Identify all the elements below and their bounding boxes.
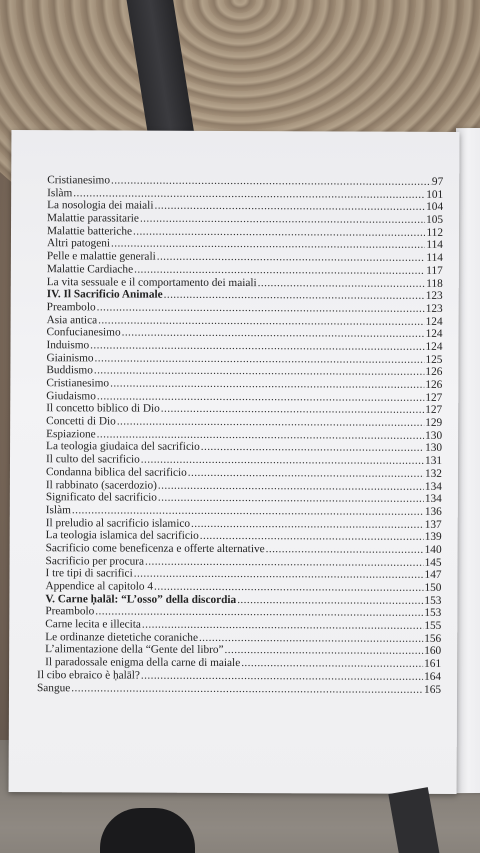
toc-entry-page: 153: [424, 607, 442, 620]
toc-entry-page: 134: [424, 480, 442, 493]
toc-entry-title: Buddismo: [46, 364, 93, 377]
toc-entry-page: 132: [424, 467, 442, 480]
toc-entry-title: I tre tipi di sacrifici: [45, 567, 133, 580]
toc-entry-page: 126: [425, 366, 443, 379]
toc-entry-title: Il cibo ebraico è ḥalāl?: [37, 668, 140, 682]
toc-entry-page: 124: [425, 328, 443, 341]
toc-entry-page: 147: [424, 569, 442, 582]
toc-entry-title: Preambolo: [46, 301, 96, 314]
toc-entry-page: 104: [426, 201, 444, 214]
toc-leader-dots: [158, 492, 424, 506]
toc-entry-title: Cristianesimo: [46, 377, 110, 390]
toc-entry-title: Malattie Cardiache: [46, 262, 134, 276]
toc-leader-dots: [140, 213, 425, 227]
toc-entry-page: 123: [425, 302, 443, 315]
toc-leader-dots: [142, 619, 423, 633]
toc-entry-page: 118: [426, 277, 443, 290]
toc-entry-title: Islàm: [45, 504, 71, 517]
toc-entry-page: 97: [431, 175, 444, 188]
toc-entry-page: 112: [426, 226, 444, 239]
toc-entry-title: IV. Il Sacrificio Animale: [46, 288, 163, 301]
toc-entry-title: Significato del sacrificio: [45, 491, 157, 504]
toc-leader-dots: [134, 568, 424, 582]
toc-entry-title: La teologia giudaica del sacrificio: [46, 440, 200, 454]
toc-leader-dots: [191, 517, 424, 531]
toc-leader-dots: [154, 200, 425, 214]
toc-entry-page: 140: [424, 543, 442, 556]
toc-entry-title: Asia antica: [46, 313, 98, 326]
toc-entry-page: 134: [424, 493, 442, 506]
toc-leader-dots: [237, 594, 423, 607]
toc-entry-page: 123: [425, 290, 443, 303]
toc-entry-page: 129: [425, 416, 443, 429]
toc-entry-title: Altri patogeni: [46, 237, 111, 250]
toc-entry-title: La vita sessuale e il comportamento dei maiali: [46, 275, 257, 289]
toc-entry-title: Pelle e malattie generali: [46, 250, 156, 263]
toc-entry-title: Il culto del sacrificio: [45, 453, 140, 466]
toc-entry-page: 150: [424, 581, 442, 594]
toc-entry-title: Sacrificio come beneficenza e offerte alternative: [45, 542, 265, 556]
toc-entry-title: Sacrificio per procura: [45, 554, 145, 568]
toc-entry-title: Islàm: [47, 186, 73, 199]
toc-entry-page: 131: [425, 454, 443, 468]
toc-entry-title: Giainismo: [46, 351, 94, 365]
toc-entry-page: 160: [424, 645, 442, 658]
toc-leader-dots: [158, 479, 424, 493]
toc-entry-page: 164: [424, 670, 442, 683]
toc-entry-page: 117: [426, 264, 443, 277]
toc-entry-title: Cristianesimo: [47, 174, 111, 187]
toc-leader-dots: [71, 682, 423, 696]
toc-leader-dots: [241, 657, 423, 670]
toc-leader-dots: [199, 632, 423, 646]
toc-leader-dots: [200, 530, 424, 544]
toc-entry-title: Giudaismo: [46, 389, 96, 403]
toc-entry-title: Espiazione: [46, 427, 96, 441]
toc-entry-title: La teologia islamica del sacrificio: [45, 529, 199, 543]
toc-entry-title: Il paradossale enigma della carne di maiale: [45, 656, 241, 670]
toc-entry-title: Il preludio al sacrificio islamico: [45, 516, 191, 530]
toc-entry-page: 124: [425, 315, 443, 328]
toc-entry-title: La nosologia dei maiali: [47, 199, 154, 213]
toc-leader-dots: [145, 555, 424, 569]
toc-entry-page: 125: [425, 353, 443, 366]
toc-entry-title: Il rabbinato (sacerdozio): [45, 478, 157, 492]
toc-leader-dots: [225, 644, 424, 658]
toc-entry-page: 127: [425, 404, 443, 417]
toc-entry-title: Confucianesimo: [46, 326, 121, 339]
toc-entry-title: Carne lecita e illecita: [45, 618, 141, 631]
toc-entry-page: 105: [426, 213, 444, 226]
toc-leader-dots: [201, 441, 424, 455]
toc-leader-dots: [258, 277, 426, 290]
toc-leader-dots: [161, 403, 425, 417]
toc-entry-page: 155: [424, 619, 442, 632]
toc-entry-title: Induismo: [46, 339, 90, 352]
toc-leader-dots: [141, 669, 423, 683]
toc-entry-title: Appendice al capitolo 4: [45, 580, 154, 593]
toc-entry-page: 156: [424, 632, 442, 645]
book-page: [9, 130, 460, 794]
toc-entry-page: 114: [426, 251, 443, 265]
toc-leader-dots: [157, 251, 426, 265]
toc-leader-dots: [266, 543, 424, 556]
toc-leader-dots: [134, 263, 425, 277]
toc-entry-page: 130: [425, 429, 443, 442]
toc-leader-dots: [164, 289, 425, 303]
toc-entry-title: Le ordinanze dietetiche coraniche: [45, 630, 198, 644]
next-page-edge: [456, 128, 480, 793]
table-of-contents: [36, 174, 444, 696]
toc-entry-page: 114: [426, 239, 443, 252]
toc-entry-page: 127: [425, 391, 443, 404]
toc-entry-page: 136: [424, 505, 442, 518]
toc-entry-page: 165: [424, 683, 442, 696]
toc-entry-page: 126: [425, 378, 443, 391]
toc-entry-page: 130: [425, 442, 443, 455]
toc-entry-page: 153: [424, 594, 442, 607]
toc-entry-title: Malattie parassitarie: [47, 212, 139, 225]
toc-entry-page: 145: [424, 556, 442, 569]
toc-entry-title: Sangue: [36, 681, 71, 694]
toc-entry-title: Malattie batteriche: [46, 224, 133, 238]
toc-entry-page: 161: [424, 657, 442, 671]
toc-entry-title: Condanna biblica del sacrificio: [45, 465, 187, 479]
toc-leader-dots: [188, 467, 424, 481]
toc-entry: [37, 682, 441, 696]
toc-entry-page: 101: [426, 188, 444, 201]
toc-leader-dots: [154, 581, 423, 595]
toc-entry-title: Il concetto biblico di Dio: [46, 402, 160, 416]
toc-entry-page: 124: [425, 340, 443, 353]
toc-entry-title: Preambolo: [45, 605, 95, 618]
toc-leader-dots: [133, 225, 426, 239]
toc-entry-title: L’alimentazione della “Gente del libro”: [45, 643, 224, 657]
toc-entry-page: 139: [424, 531, 442, 544]
toc-leader-dots: [141, 454, 424, 468]
toc-entry-page: 137: [424, 518, 442, 531]
toc-entry-title: V. Carne ḥalāl: “L’osso” della discordia: [45, 592, 237, 606]
toc-entry-title: Concetti di Dio: [46, 415, 116, 428]
